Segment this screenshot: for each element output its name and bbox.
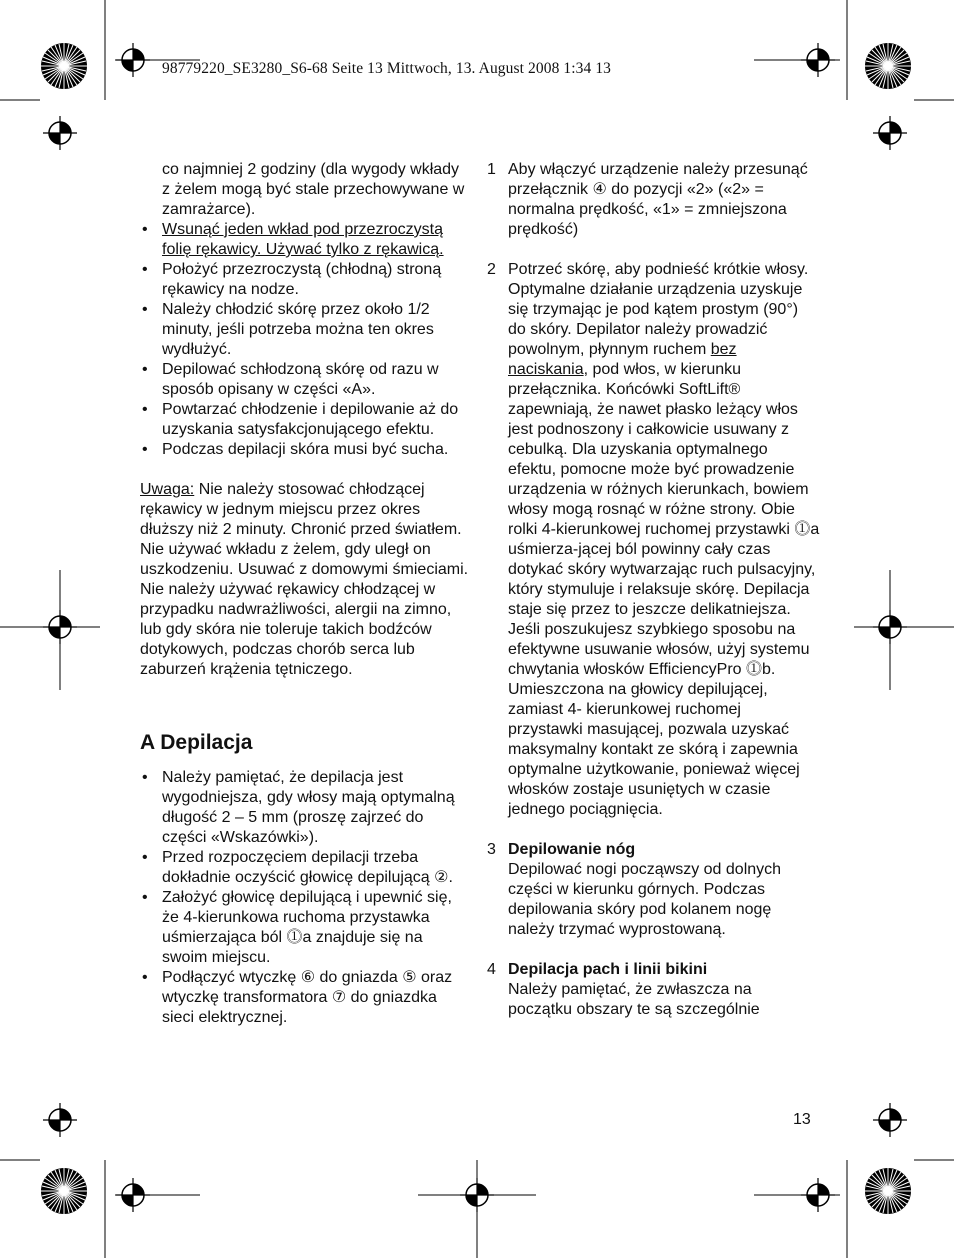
step-text: Aby włączyć urządzenie należy przesunąć przełącznik ④ do pozycji «2» («2» = normalna prędkość, «1» = zmniejszona prędkość) — [508, 161, 808, 238]
list-item: • Podłączyć wtyczkę ⑥ do gniazda ⑤ oraz wtyczkę transformatora ⑦ do gniazdka sieci elektrycznej. — [140, 968, 470, 1028]
step-text-underlined: bez naciskania — [508, 341, 737, 378]
step-text: Potrzeć skórę, aby podnieść krótkie włosy. Optymalne działanie urządzenia uzyskuje się trzymając je pod kątem prostym (90°) do skóry. Depilator należy prowadzić powolnym, płynnym ruchem — [508, 261, 809, 358]
list-item: • Depilować schłodzoną skórę od razu w sposób opisany w części «A». — [140, 360, 470, 400]
left-column — [140, 160, 470, 1028]
list-item: • Przed rozpoczęciem depilacji trzeba dokładnie oczyścić głowicę depilującą ②. — [140, 848, 470, 888]
step-3 — [485, 840, 820, 940]
step-title: Depilacja pach i linii bikini — [508, 961, 708, 978]
list-item: • Założyć głowicę depilującą i upewnić się, że 4-kierunkowa ruchoma przystawka uśmierzająca ból ⓵a znajduje się na swoim miejscu. — [140, 888, 470, 968]
list-item: • Położyć przezroczystą (chłodną) stroną rękawicy na nodze. — [140, 260, 470, 300]
note-text: Nie należy stosować chłodzącej rękawicy w jednym miejscu przez okres dłuższy niż 2 minuty. Chronić przed światłem. Nie używać wkładu z żelem, gdy uległ on uszkodzeniu. Usuwać z domowymi śmieciami. Nie należy używać rękawicy chłodzącej w przypadku nadwrażliwości, alergii na zimno, lub gdy skóra nie toleruje takich bodźców dotykowych, podczas chorób serca lub zaburzeń krążenia tętniczego. — [140, 481, 469, 678]
step-1 — [485, 160, 820, 240]
step-text: Umieszczona na głowicy depilującej, zamiast 4- kierunkowej ruchomej przystawki masującej, pozwala uzyskać maksymalny kontakt ze skórą i zapewnia optymalne użytkowanie, ponieważ więcej włosków zostaje usuniętych w czasie jednego pociągnięcia. — [508, 681, 800, 818]
step-number: 4 — [487, 961, 496, 978]
step-number: 3 — [487, 841, 496, 858]
list-item: • Powtarzać chłodzenie i depilowanie aż do uzyskania satysfakcjonującego efektu. — [140, 400, 470, 440]
list-item: • Należy chłodzić skórę przez około 1/2 minuty, jeśli potrzeba można ten okres wydłużyć. — [140, 300, 470, 360]
step-text: Należy pamiętać, że zwłaszcza na początku obszary te są szczególnie — [508, 981, 760, 1018]
intro-text: co najmniej 2 godziny (dla wygody wkłady z żelem mogą być stale przechowywane w zamrażarce). — [162, 161, 465, 218]
step-text: Depilować nogi począwszy od dolnych części w kierunku górnych. Podczas depilowania skóry pod kolanem nogę należy trzymać wyprostowaną. — [508, 861, 782, 938]
note-paragraph — [140, 480, 470, 680]
list-item: • Wsunąć jeden wkład pod przezroczystą folię rękawicy. Używać tylko z rękawicą. — [140, 220, 470, 260]
list-item: • Należy pamiętać, że depilacja jest wygodniejsza, gdy włosy mają optymalną długość 2 – 5 mm (proszę zajrzeć do części «Wskazówki»). — [140, 768, 470, 848]
print-slug: 98779220_SE3280_S6-68 Seite 13 Mittwoch, 13. August 2008 1:34 13 — [162, 60, 612, 77]
step-4 — [485, 960, 820, 1020]
step-2 — [485, 260, 820, 820]
note-label: Uwaga: — [140, 481, 195, 498]
section-heading: A Depilacja — [140, 731, 253, 754]
right-column — [485, 160, 820, 1020]
step-number: 1 — [487, 161, 496, 178]
step-text: , pod włos, w kierunku przełącznika. Końcówki SoftLift® zapewniają, że nawet płasko leżący włos jest podnoszony i całkowicie usuwany z cebulką. Dla uzyskania optymalnego efektu, pomocne może być prowadzenie urządzenia w różnych kierunkach, bowiem włosy mogą rosnąć w różne strony. Obie rolki 4-kierunkowej ruchomej przystawki ⓵a uśmierza-jącej ból powinny cały czas dotykać skóry wytwarzając ruch pulsacyjny, który stymuluje i relaksuje skórę. Depilacja staje się przez to jeszcze delikatniejsza. Jeśli poszukujesz szybkiego sposobu na efektywne usuwanie włosów, użyj systemu chwytania włosków EfficiencyPro ⓵b. — [508, 361, 820, 678]
step-number: 2 — [487, 261, 496, 278]
page-number: 13 — [793, 1111, 811, 1128]
list-item: • Podczas depilacji skóra musi być sucha. — [140, 440, 470, 460]
step-title: Depilowanie nóg — [508, 841, 636, 858]
